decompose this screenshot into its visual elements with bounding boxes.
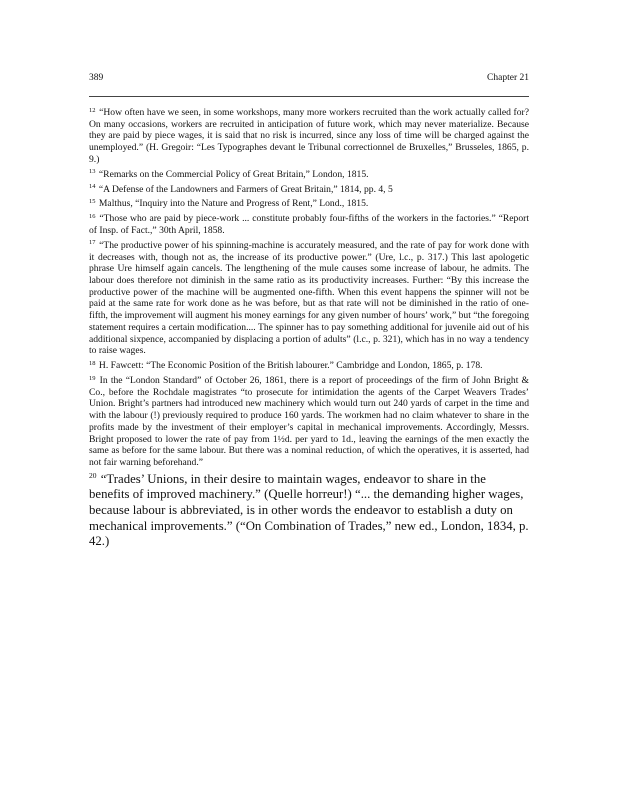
footnote-text: “Trades’ Unions, in their desire to maintain wages, endeavor to share in the benefits of improved machinery.” (Quelle horreur!) “... the demanding higher wages, because labour is abbreviated, is in other words the endeavor to establish a duty on mechanical improvements.” (“On Combination of Trades,” new ed., London, 1834, p. 42.)	[89, 471, 529, 549]
footnote-number: 14	[89, 183, 96, 191]
footnote-text: Malthus, “Inquiry into the Nature and Progress of Rent,” Lond., 1815.	[98, 198, 369, 210]
footnote-12	[89, 107, 529, 166]
footnote-16	[89, 213, 529, 236]
footnotes-section	[89, 107, 529, 553]
page-header	[89, 73, 529, 87]
chapter-title: Chapter 21	[487, 73, 529, 83]
footnote-text: “Remarks on the Commercial Policy of Great Britain,” London, 1815.	[98, 168, 369, 180]
footnote-number: 20	[89, 470, 97, 480]
footnote-13	[89, 169, 529, 181]
header-rule	[89, 96, 529, 97]
footnote-15	[89, 198, 529, 210]
footnote-number: 19	[89, 374, 96, 382]
footnote-number: 15	[89, 197, 96, 205]
footnote-number: 16	[89, 212, 96, 220]
footnote-text: “Those who are paid by piece-work ... constitute probably four-fifths of the workers in the factories.” “Report of Insp. of Fact.,” 30th April, 1858.	[89, 213, 529, 237]
footnote-14	[89, 184, 529, 196]
footnote-number: 12	[89, 106, 96, 114]
footnote-17	[89, 240, 529, 357]
footnote-text: H. Fawcett: “The Economic Position of the British labourer.” Cambridge and London, 1865, p. 178.	[98, 360, 483, 372]
footnote-text: “How often have we seen, in some workshops, many more workers recruited than the work actually called for? On many occasions, workers are recruited in anticipation of future work, which may never materialize. Because they are paid by piece wages, it is said that no risk is incurred, since any loss of time will be charged against the unemployed.” (H. Gregoir: “Les Typographes devant le Tribunal correctionnel de Bruxelles,” Brusseles, 1865, p. 9.)	[89, 107, 529, 165]
footnote-text: In the “London Standard” of October 26, 1861, there is a report of proceedings of the firm of John Bright & Co., before the Rochdale magistrates “to prosecute for intimidation the agents of the Carpet Weavers Trades’ Union. Bright’s partners had introduced new machinery which would turn out 240 yards of carpet in the time and with the labour (!) previously required to produce 160 yards. The workmen had no claim whatever to share in the profits made by the investment of their employer’s capital in mechanical improvements. Accordingly, Messrs. Bright proposed to lower the rate of pay from 1½d. per yard to 1d., leaving the earnings of the men exactly the same as before for the same labour. But there was a nominal reduction, of which the operatives, it is asserted, had not fair warning beforehand.”	[89, 375, 529, 468]
footnote-number: 18	[89, 359, 96, 367]
footnote-text: “The productive power of his spinning-machine is accurately measured, and the rate of pay for work done with it decreases with, though not as, the increase of its productive power.” (Ure, l.c., p. 317.) This last apologetic phrase Ure himself again cancels. The lengthening of the mule causes some increase of labour, he admits. The labour does therefore not diminish in the same ratio as its productivity increases. Further: “By this increase the productive power of the machine will be augmented one-fifth. When this event happens the spinner will not be paid at the same rate for work done as he was before, but as that rate will not be diminished in the ratio of one-fifth, the improvement will augment his money earnings for any given number of hours’ work,” but “the foregoing statement requires a certain modification.... The spinner has to pay something additional for juvenile aid out of his additional sixpence, accompanied by displacing a portion of adults” (l.c., p. 321), which has in no way a tendency to raise wages.	[89, 239, 529, 357]
footnote-number: 13	[89, 168, 96, 176]
footnote-19	[89, 375, 529, 469]
footnote-text: “A Defense of the Landowners and Farmers of Great Britain,” 1814, pp. 4, 5	[98, 183, 393, 195]
footnote-20	[89, 472, 529, 550]
footnote-number: 17	[89, 239, 96, 247]
footnote-18	[89, 360, 529, 372]
page-number: 389	[89, 73, 104, 83]
